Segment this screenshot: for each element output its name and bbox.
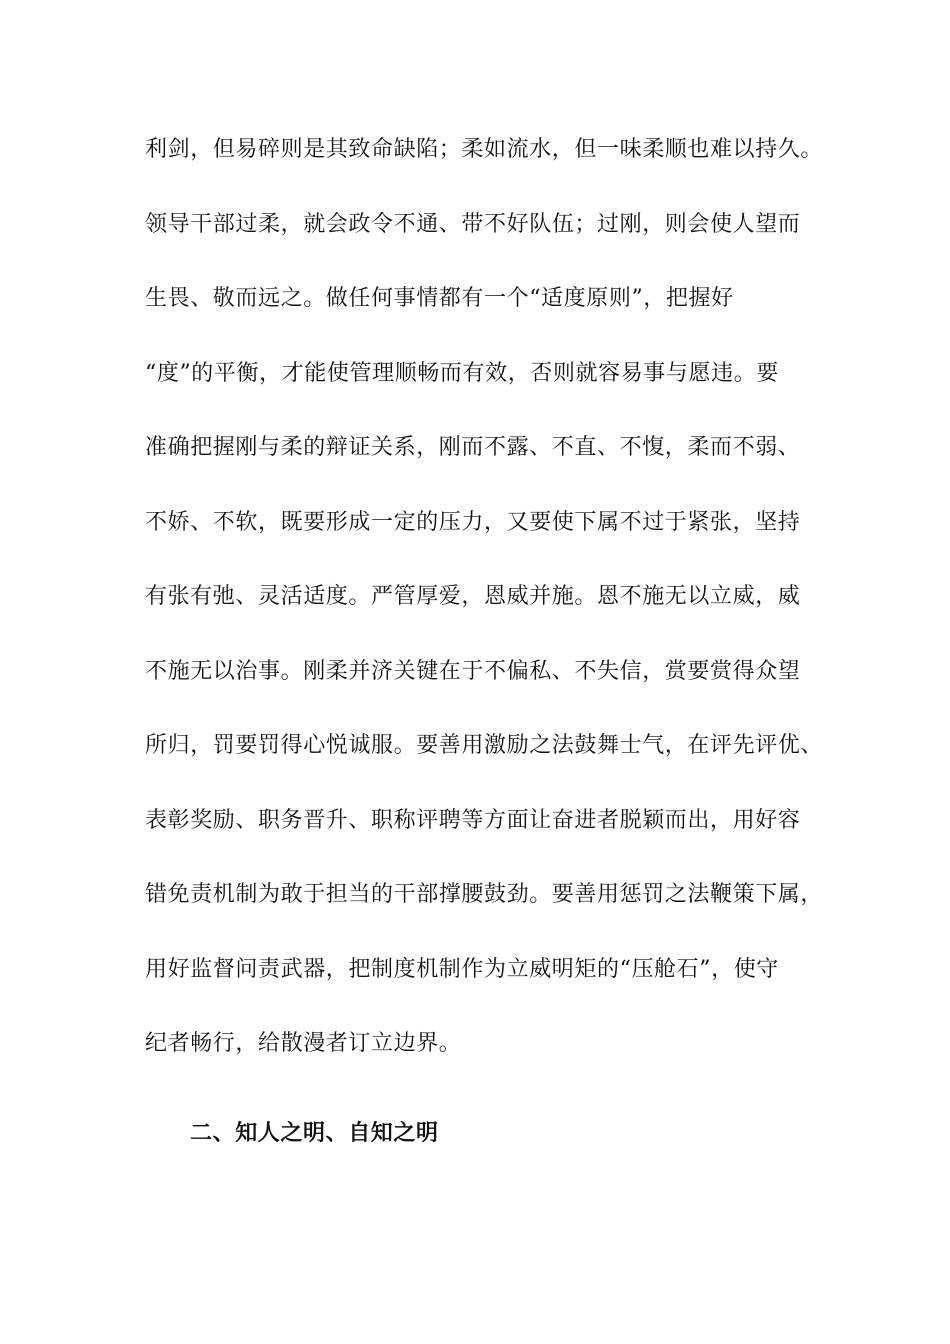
paragraph-line: 表彰奖励、职务晋升、职称评聘等方面让奋进者脱颖而出，用好容 — [145, 807, 801, 833]
paragraph-line: 生畏、敬而远之。做任何事情都有一个“适度原则”，把握好 — [145, 286, 734, 311]
paragraph-line: 不施无以治事。刚柔并济关键在于不偏私、不失信，赏要赏得众望 — [145, 658, 801, 684]
paragraph-line: 有张有弛、灵活适度。严管厚爱，恩威并施。恩不施无以立威，威 — [145, 584, 801, 609]
paragraph-line: 纪者畅行，给散漫者订立边界。 — [145, 1031, 462, 1056]
paragraph-line: 所归，罚要罚得心悦诚服。要善用激励之法鼓舞士气，在评先评优、 — [145, 733, 824, 758]
paragraph-line: 不娇、不软，既要形成一定的压力，又要使下属不过于紧张，坚持 — [145, 509, 801, 535]
body-paragraph — [145, 128, 825, 1097]
paragraph-line: “度”的平衡，才能使管理顺畅而有效，否则就容易事与愿违。要 — [145, 360, 779, 386]
paragraph-line: 领导干部过柔，就会政令不通、带不好队伍；过刚，则会使人望而 — [145, 211, 801, 237]
paragraph-line: 准确把握刚与柔的辩证关系，刚而不露、不直、不愎，柔而不弱、 — [145, 435, 801, 460]
paragraph-line: 错免责机制为敢于担当的干部撑腰鼓劲。要善用惩罚之法鞭策下属， — [145, 882, 824, 907]
paragraph-line: 利剑，但易碎则是其致命缺陷；柔如流水，但一味柔顺也难以持久。 — [145, 137, 824, 162]
section-heading: 二、知人之明、自知之明 — [190, 1120, 439, 1146]
paragraph-line: 用好监督问责武器，把制度机制作为立威明矩的“压舱石”，使守 — [145, 956, 779, 982]
